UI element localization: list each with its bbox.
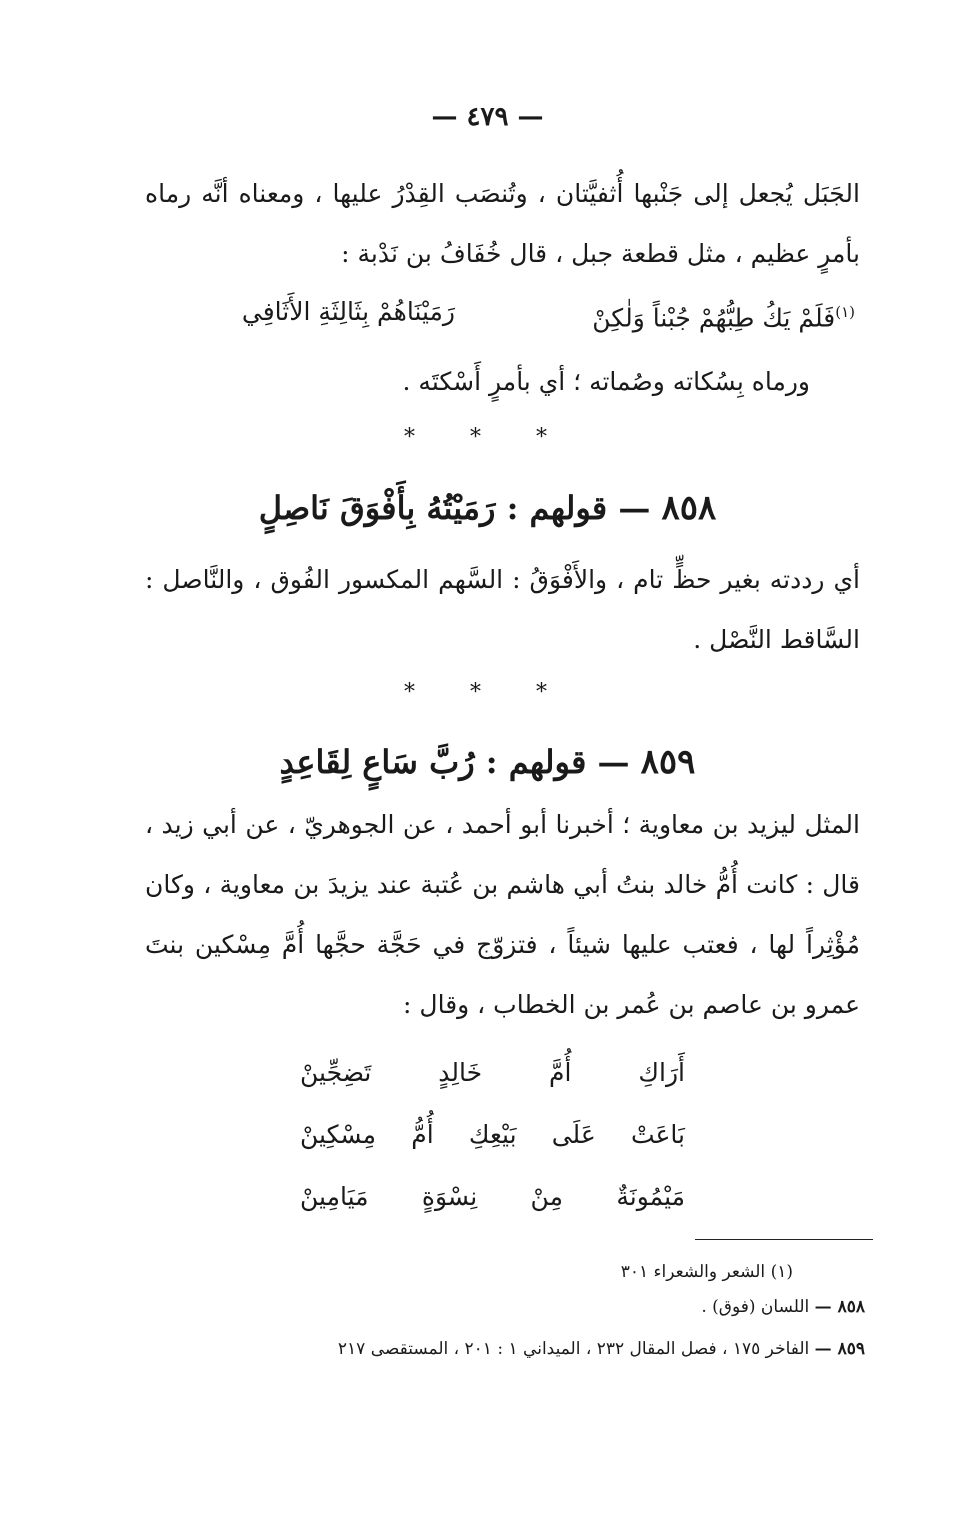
entry-858-body: أي رددته بغير حظٍّ تام ، والأَفْوَقُ : السَّهم المكسور الفُوق ، والنَّاصل : السَّاقط النَّصْل . <box>145 565 860 654</box>
footnote-859-label: ٨٥٩ — <box>814 1339 865 1359</box>
verse1-second-text: رَمَيْنَاهُمْ بِثَالِثَةِ الأَثَافِي <box>241 297 455 326</box>
verse-line: مَيْمُونَةٌ مِنْ نِسْوَةٍ مَيَامِينْ <box>300 1182 685 1211</box>
footnote-1-label: (١) <box>770 1262 793 1282</box>
verse-line: أَرَاكِ أُمَّ خَالِدٍ تَضِجِّينْ <box>300 1058 685 1087</box>
page-number: — ٤٧٩ — <box>431 102 544 132</box>
separator-stars: * * * <box>404 425 571 450</box>
footnote-858-label: ٨٥٨ — <box>814 1297 865 1317</box>
entry-859-verses <box>300 1042 685 1228</box>
entry-858-number: ٨٥٨ <box>661 488 717 528</box>
entry-859-dash: — <box>597 743 630 781</box>
after-verse-line: ورماه بِسُكاته وصُماته ؛ أي بأمرٍ أَسْكتَه . <box>402 367 810 396</box>
entry-858-dash: — <box>618 489 651 527</box>
footnote-858-text: اللسان (فوق) . <box>701 1297 810 1317</box>
footnote-divider <box>695 1239 873 1240</box>
footnote-marker: (١) <box>835 303 855 321</box>
footnote-859-text: الفاخر ١٧٥ ، فصل المقال ٢٣٢ ، الميداني ١ : ٢٠١ ، المستقصى ٢١٧ <box>337 1339 810 1359</box>
verse1-first-text: فَلَمْ يَكُ طِبُّهُمْ جُبْناً وَلٰكِنْ <box>592 303 836 333</box>
footnote-859 <box>338 1335 865 1363</box>
entry-858-heading <box>0 488 975 528</box>
footnote-1-text: الشعر والشعراء ٣٠١ <box>620 1262 766 1282</box>
footnote-1 <box>621 1258 793 1286</box>
verse-line: بَاعَتْ عَلَى بَيْعِكِ أُمُّ مِسْكِينْ <box>300 1120 685 1149</box>
verse1-second-hemistich <box>242 284 455 340</box>
footnote-858 <box>701 1293 865 1321</box>
entry-859-title: قولهم : رُبَّ سَاعٍ لِقَاعِدٍ <box>279 743 587 781</box>
entry-859-heading <box>0 742 975 782</box>
entry-859-number: ٨٥٩ <box>640 742 696 782</box>
verse1-first-hemistich <box>592 284 855 346</box>
entry-858-title: قولهم : رَمَيْتُهُ بِأَفْوَقَ نَاصِلٍ <box>258 489 608 527</box>
separator-stars-2: * * * <box>404 680 571 705</box>
intro-paragraph: الجَبَل يُجعل إلى جَنْبها أُثفيَّتان ، وتُنصَب القِدْرُ عليها ، ومعناه أنَّه رماه بأمرٍ عظيم ، مثل قطعة جبل ، قال خُفَافُ بن نَدْبة : <box>145 179 860 268</box>
entry-859-body: المثل ليزيد بن معاوية ؛ أخبرنا أبو أحمد ، عن الجوهريّ ، عن أبي زيد ، قال : كانت أُمُّ خالد بنتُ أبي هاشم بن عُتبة عند يزيدَ بن معاوية ، وكان مُؤْثِراً لها ، فعتب عليها شيئاً ، فتزوّج في حَجَّة حجَّها أُمَّ مِسْكين بنتَ عمرو بن عاصم بن عُمر بن الخطاب ، وقال : <box>145 810 860 1019</box>
